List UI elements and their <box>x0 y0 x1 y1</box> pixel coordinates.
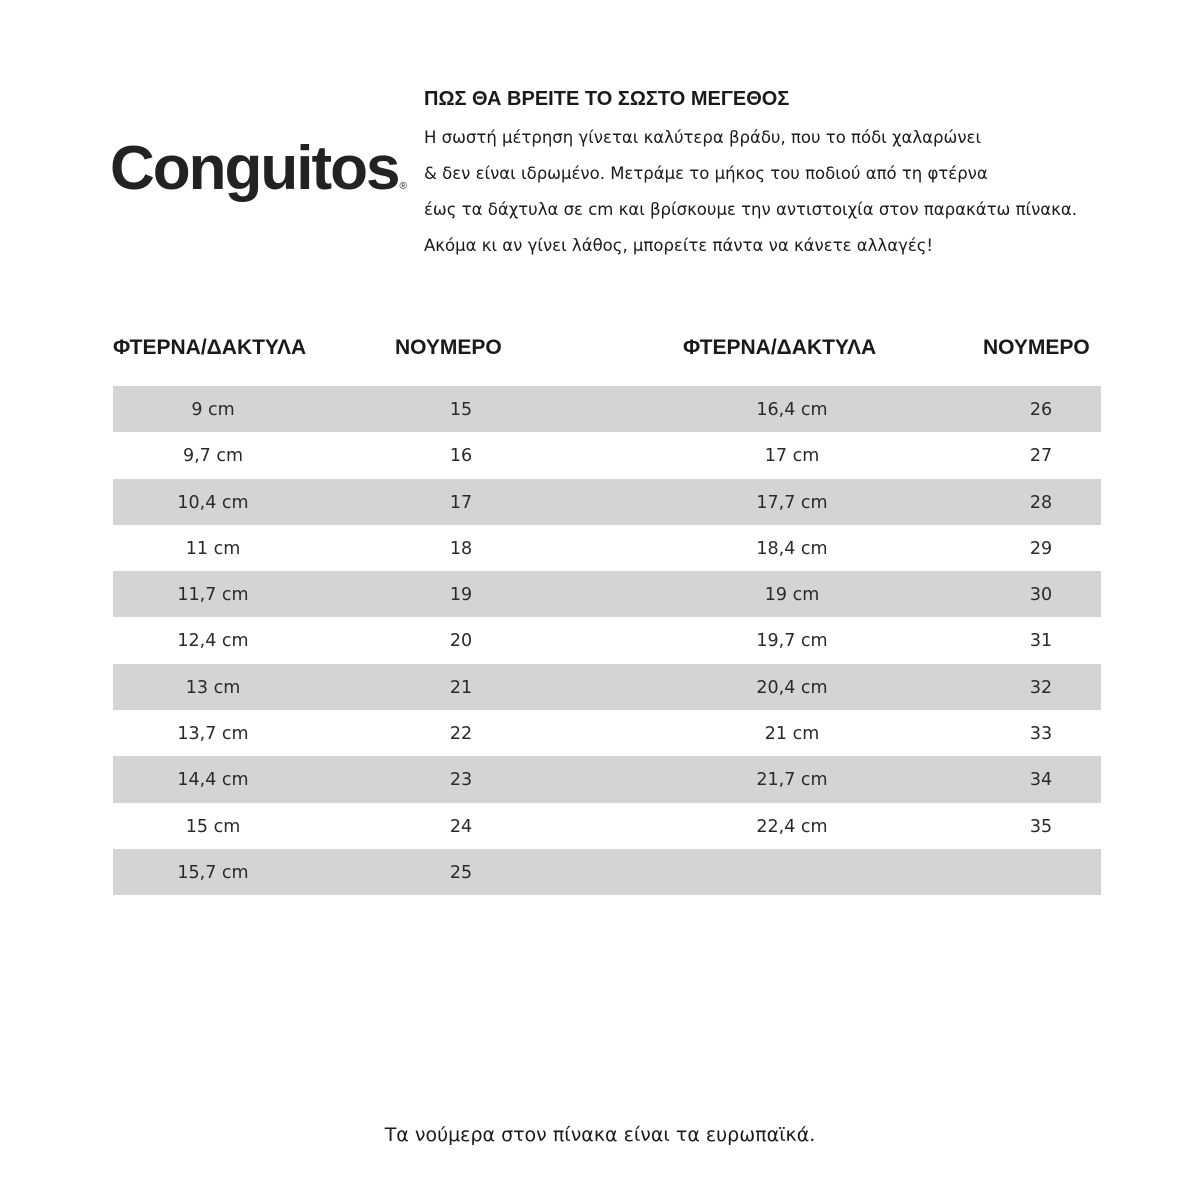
heel-toe-length-cell: 21 cm <box>764 724 820 745</box>
shoe-size-cell: 33 <box>1029 724 1053 745</box>
heel-toe-length-cell <box>732 849 852 895</box>
shoe-size-cell: 30 <box>1029 585 1053 606</box>
heel-toe-length-cell: 21,7 cm <box>756 770 828 791</box>
heel-toe-length-cell: 22,4 cm <box>756 816 828 837</box>
shoe-size-cell: 20 <box>449 631 473 652</box>
shoe-size-cell: 26 <box>1029 400 1053 420</box>
instructions-title: ΠΩΣ ΘΑ ΒΡΕΙΤΕ ΤΟ ΣΩΣΤΟ ΜΕΓΕΘΟΣ <box>424 88 790 110</box>
table-row <box>113 849 1101 895</box>
header-heel-toe-right: ΦΤΕΡΝΑ/ΔΑΚΤΥΛΑ <box>683 336 877 359</box>
heel-toe-length-cell: 13,7 cm <box>177 724 249 745</box>
brand-logo-text: Conguitos <box>110 134 399 203</box>
header-size-right: ΝΟΥΜΕΡΟ <box>983 336 1090 359</box>
shoe-size-cell: 32 <box>1029 677 1053 698</box>
table-row <box>113 525 1101 571</box>
table-row <box>113 710 1101 756</box>
size-table-header <box>0 336 1200 366</box>
shoe-size-cell: 17 <box>449 492 473 513</box>
heel-toe-length-cell: 15 cm <box>185 816 241 837</box>
shoe-size-cell: 28 <box>1029 492 1053 513</box>
heel-toe-length-cell: 20,4 cm <box>756 677 828 698</box>
shoe-size-cell: 34 <box>1029 770 1053 791</box>
footer-note: Τα νούμερα στον πίνακα είναι τα ευρωπαϊκά. <box>384 1124 816 1146</box>
heel-toe-length-cell: 9 cm <box>191 400 235 420</box>
table-row <box>113 571 1101 617</box>
table-row <box>113 803 1101 849</box>
header-size-left: ΝΟΥΜΕΡΟ <box>395 336 502 359</box>
shoe-size-cell: 23 <box>449 770 473 791</box>
size-table <box>113 386 1101 895</box>
table-row <box>113 386 1101 432</box>
table-row <box>113 432 1101 478</box>
shoe-size-cell: 21 <box>449 677 473 698</box>
sizing-instructions <box>424 86 1144 264</box>
shoe-size-cell: 22 <box>449 724 473 745</box>
table-row <box>113 617 1101 663</box>
brand-logo <box>110 134 407 203</box>
heel-toe-length-cell: 15,7 cm <box>177 862 249 883</box>
shoe-size-cell: 25 <box>449 862 473 883</box>
heel-toe-length-cell: 17,7 cm <box>756 492 828 513</box>
shoe-size-cell: 35 <box>1029 816 1053 837</box>
shoe-size-cell: 18 <box>449 538 473 559</box>
shoe-size-cell: 15 <box>449 400 473 420</box>
instructions-line: έως τα δάχτυλα σε cm και βρίσκουμε την αντιστοιχία στον παρακάτω πίνακα. <box>424 200 1078 219</box>
instructions-line: Ακόμα κι αν γίνει λάθος, μπορείτε πάντα να κάνετε αλλαγές! <box>424 236 934 255</box>
heel-toe-length-cell: 17 cm <box>764 446 820 467</box>
heel-toe-length-cell: 9,7 cm <box>182 446 244 467</box>
heel-toe-length-cell: 10,4 cm <box>177 492 249 513</box>
heel-toe-length-cell: 14,4 cm <box>177 770 249 791</box>
table-row <box>113 756 1101 802</box>
heel-toe-length-cell: 11,7 cm <box>177 585 249 606</box>
heel-toe-length-cell: 18,4 cm <box>756 538 828 559</box>
heel-toe-length-cell: 19 cm <box>764 585 820 606</box>
shoe-size-cell: 19 <box>449 585 473 606</box>
table-row <box>113 664 1101 710</box>
shoe-size-cell <box>981 849 1101 895</box>
shoe-size-cell: 24 <box>449 816 473 837</box>
header-heel-toe-left: ΦΤΕΡΝΑ/ΔΑΚΤΥΛΑ <box>113 336 307 359</box>
table-row <box>113 479 1101 525</box>
shoe-size-cell: 31 <box>1029 631 1053 652</box>
shoe-size-cell: 16 <box>449 446 473 467</box>
shoe-size-cell: 27 <box>1029 446 1053 467</box>
instructions-line: Η σωστή μέτρηση γίνεται καλύτερα βράδυ, που το πόδι χαλαρώνει <box>424 128 982 147</box>
heel-toe-length-cell: 19,7 cm <box>756 631 828 652</box>
registered-mark: ® <box>399 181 407 192</box>
heel-toe-length-cell: 12,4 cm <box>177 631 249 652</box>
heel-toe-length-cell: 11 cm <box>185 538 241 559</box>
shoe-size-cell: 29 <box>1029 538 1053 559</box>
instructions-line: & δεν είναι ιδρωμένο. Μετράμε το μήκος του ποδιού από τη φτέρνα <box>424 164 988 183</box>
heel-toe-length-cell: 16,4 cm <box>756 400 828 420</box>
heel-toe-length-cell: 13 cm <box>185 677 241 698</box>
